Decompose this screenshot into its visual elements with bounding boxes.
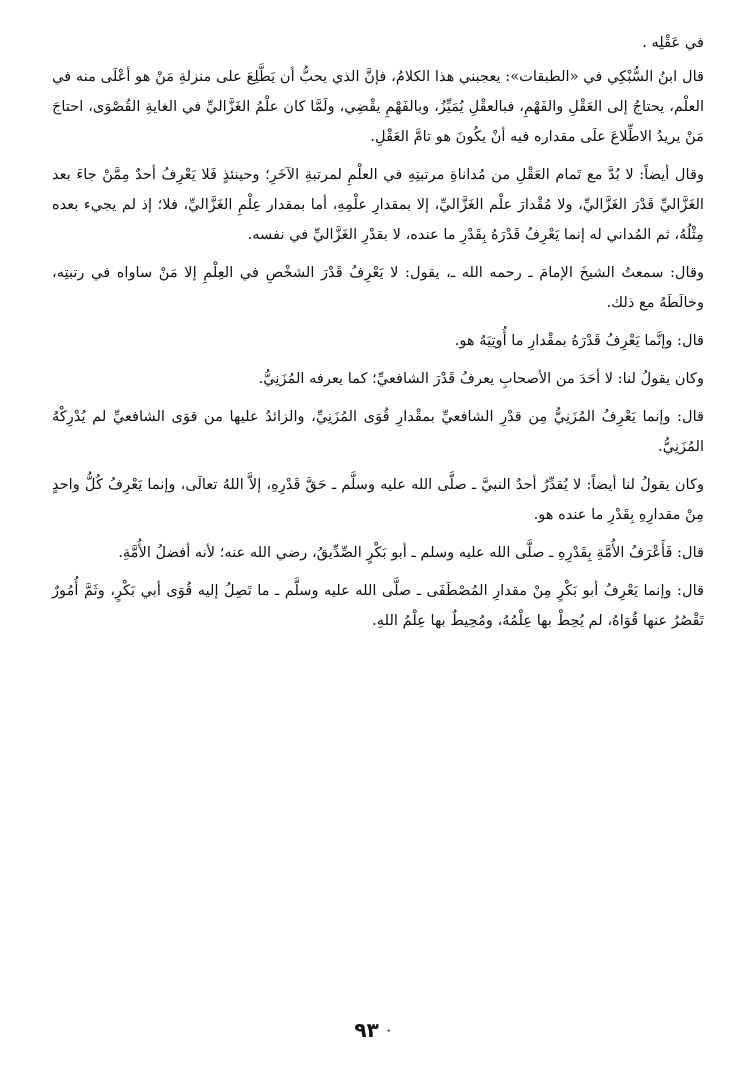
page-number [0, 1018, 745, 1042]
paragraph-sheikh-imam-saying: وقال: سمعتُ الشيخَ الإمامَ ـ رحمه الله ـ، يقول: لا يَعْرِفُ قَدْرَ الشخْصِ في العِلْمِ إلا مَنْ ساواه في رتبتِه، وخالَطَهُ مع ذلك. [52, 264, 704, 311]
paragraph-abu-bakr-best: قال: فَأَعْرَفُ الأُمَّةِ بِقَدْرِهِ ـ صلَّى الله عليه وسلم ـ أبو بَكْرٍ الصِّدِّيقُ، رضي الله عنه؛ لأنه أفضلُ الأُمَّةِ. [118, 544, 704, 561]
paragraph-prophet-rank: وكان يقولُ لنا أيضاً: لا يُقدِّرُ أحدٌ النبيَّ ـ صلَّى الله عليه وسلَّم ـ حَقَّ قَدْرِهِ، إلاَّ اللهُ تعالَى، وإنما يَعْرِفُ كُلُّ واحدٍ مِنْ مقدارِهِ بِقَدْرِ ما عنده هو. [52, 476, 704, 523]
paragraph-measure-of-knowledge: قال: وإنَّما يَعْرِفُ قَدْرَهُ بمقْدارِ ما أُوتِيَهُ هو. [454, 332, 704, 349]
page-number-value: ٩٣ [354, 1018, 379, 1042]
paragraph-abu-bakr-capacity: قال: وإنما يَعْرِفُ أبو بَكْرٍ مِنْ مقدارِ المُصْطَفَى ـ صلَّى الله عليه وسلَّم ـ ما تَصِلُ إليه قُوَى أبي بَكْرٍ، وثَمَّ أُمُورٌ تَقْصُرُ عنها قُوَاهُ، لم يُحِطْ بها عِلْمُهُ، ومُحِيطٌ بها عِلْمُ اللهِ. [52, 582, 704, 629]
paragraph-aql-and-rank: وقال أيضاً: لا بُدَّ مع تَمام العَقْلِ من مُداناةِ مرتبتِهِ في العلْمِ لمرتبةِ الآخَرِ؛ وحينئذٍ فَلا يَعْرِفُ أحدٌ مِمَّنْ جاءَ بعد الغَزَّاليِّ قَدْرَ الغَزَّاليِّ، ولا مُقْدارَ علْم الغَزَّاليِّ، إلا بمقدارِ علْمِهِ، أما بمقدار عِلْمِ الغَزَّاليِّ، فلا؛ إذ لم يجيء بعده مِثْلُهُ، ثم المُداني له إنما يَعْرِفُ قَدْرَهُ بِقَدْرِ ما عنده، لا بقدْرِ الغَزَّاليِّ في نفسه. [52, 166, 704, 243]
page-body [52, 28, 704, 644]
paragraph-ibn-subki-quote: قال ابنُ السُّبْكِي في «الطبقات»: يعجبني هذا الكلامُ، فإنَّ الذي يحبُّ أن يَطَّلِعَ على منزلةِ مَنْ هو أعْلَى منه في العلْم، يحتاجُ إلى العَقْلِ والفَهْمِ، فبالعقْلِ يُمَيِّزُ، وبالفَهْمِ يقْضِي، ولَمَّا كان علْمُ الغَزَّاليِّ في الغايةِ القُصْوَى، احتاجَ مَنْ يريدُ الاطِّلاعَ علَى مقداره فيه أنْ يكُونَ هو تامَّ العَقْلِ. [52, 68, 704, 145]
paragraph-muzani-capacity: قال: وإنما يَعْرِفُ المُزَنِيُّ مِن قدْرِ الشافعيِّ بمقْدارِ قُوَى المُزَنِيِّ، والزائدُ عليها من قوَى الشافعيِّ لم يُدْرِكْهُ المُزَنِيُّ. [52, 408, 704, 455]
paragraph-muzani-shafii: وكان يقولُ لنا: لا أحَدَ من الأصحابِ يعرفُ قَدْرَ الشافعيِّ؛ كما يعرفه المُزَنِيُّ. [258, 370, 704, 387]
page-number-dot: · [386, 1026, 391, 1037]
paragraph-continuation: في عَقْلِه . [642, 34, 704, 51]
